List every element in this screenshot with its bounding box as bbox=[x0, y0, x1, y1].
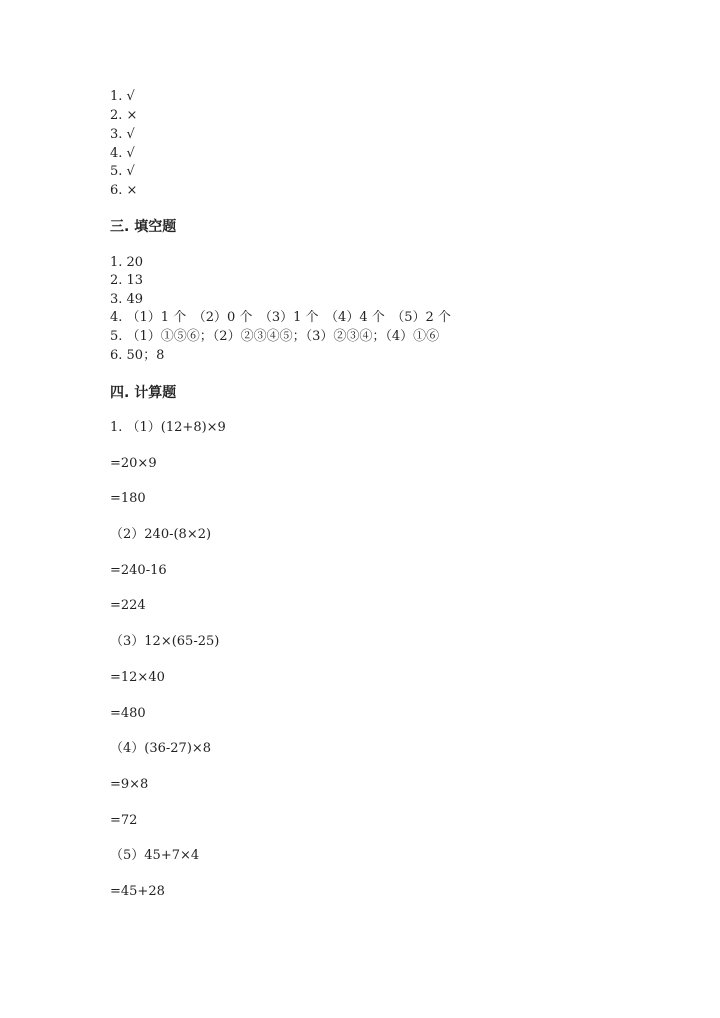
judge-answer-4: 4. √ bbox=[110, 146, 135, 161]
calc-step-4: （2）240-(8×2) bbox=[110, 527, 212, 542]
calc-step-5: =240-16 bbox=[110, 563, 167, 578]
calc-step-12: =72 bbox=[110, 813, 138, 828]
fill-answer-2: 2. 13 bbox=[110, 273, 144, 288]
calc-step-1: 1. （1）(12+8)×9 bbox=[110, 420, 226, 435]
fill-answer-1: 1. 20 bbox=[110, 255, 144, 270]
calc-step-7: （3）12×(65-25) bbox=[110, 634, 220, 649]
calc-step-8: =12×40 bbox=[110, 670, 165, 685]
calc-step-13: （5）45+7×4 bbox=[110, 848, 200, 863]
fill-answer-6: 6. 50；8 bbox=[110, 348, 165, 363]
judge-answer-3: 3. √ bbox=[110, 127, 135, 142]
judge-answer-1: 1. √ bbox=[110, 89, 135, 104]
calc-step-6: =224 bbox=[110, 598, 146, 613]
calc-step-14: =45+28 bbox=[110, 884, 165, 899]
fill-answer-4: 4. （1）1 个 （2）0 个 （3）1 个 （4）4 个 （5）2 个 bbox=[110, 310, 451, 325]
fill-answer-3: 3. 49 bbox=[110, 292, 144, 307]
fill-answer-5: 5. （1）①⑤⑥；（2）②③④⑤；（3）②③④；（4）①⑥ bbox=[110, 329, 440, 344]
calc-step-3: =180 bbox=[110, 491, 146, 506]
section-4-title: 四. 计算题 bbox=[110, 385, 177, 401]
calc-step-9: =480 bbox=[110, 706, 146, 721]
calc-step-2: =20×9 bbox=[110, 456, 157, 471]
calc-step-11: =9×8 bbox=[110, 777, 149, 792]
judge-answer-5: 5. √ bbox=[110, 164, 135, 179]
section-3-title: 三. 填空题 bbox=[110, 219, 177, 235]
calc-step-10: （4）(36-27)×8 bbox=[110, 741, 212, 756]
judge-answer-2: 2. × bbox=[110, 108, 138, 123]
judge-answer-6: 6. × bbox=[110, 183, 138, 198]
